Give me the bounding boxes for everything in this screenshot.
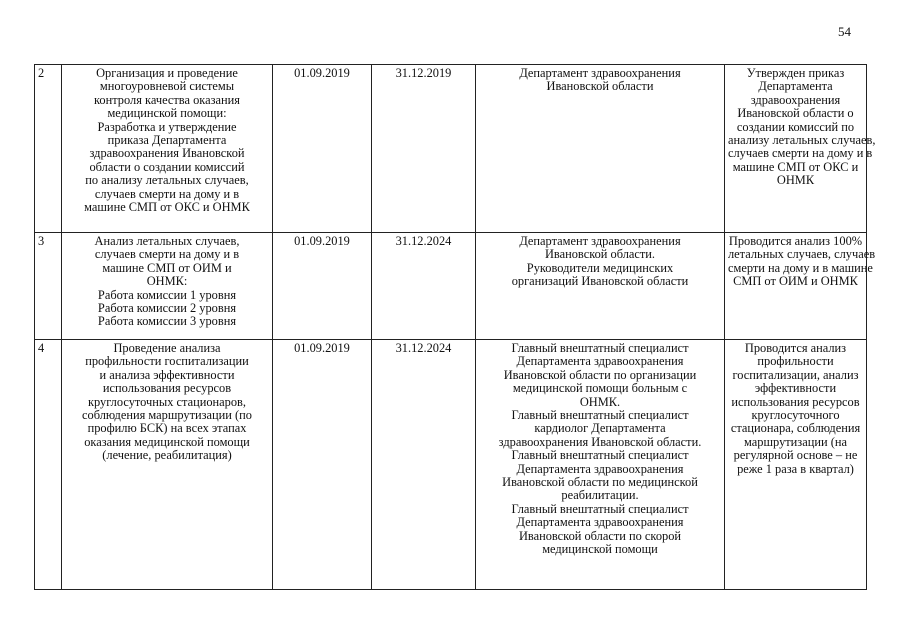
event-line: (лечение, реабилитация) [102,448,232,463]
executor-line: Ивановской области по скорой [518,528,682,543]
event-line: контроля качества оказания [94,92,240,107]
event-line: Работа комиссии 2 уровня [97,301,237,316]
executor-cell [476,233,725,340]
result-line: СМП от ОИМ и ОНМК [733,274,858,289]
end-date-cell: 31.12.2024 [372,340,476,590]
event-line: соблюдения маршрутизации (по [82,408,252,423]
event-line: Организация и проведение [96,66,238,80]
result-line: Проводится анализ [744,341,847,355]
activities-table [34,64,876,590]
page-number: 54 [838,24,851,39]
event-line: профильности госпитализации [85,354,249,369]
executor-line: Департамент здравоохранения [519,66,681,80]
executor-line: Департамента здравоохранения [516,354,684,369]
event-line: использования ресурсов [102,381,232,396]
result-cell [725,233,876,340]
event-line: по анализу летальных случаев, [85,173,249,188]
event-line: Работа комиссии 3 уровня [97,314,237,329]
executor-cell [476,340,725,590]
executor-line: реабилитации. [561,488,639,503]
event-line: случаев смерти на дому и в [94,186,240,201]
event-line: оказания медицинской помощи [84,434,250,449]
event-line: многоуровневой системы [99,79,235,94]
result-line: здравоохранения [750,92,841,107]
result-cell [725,65,876,233]
executor-line: Ивановской области [546,79,654,94]
event-line: круглосуточных стационаров, [87,394,247,409]
row-number-cell: 4 [35,340,62,590]
result-line: круглосуточного [751,408,840,423]
result-line: регулярной основе – не [733,448,858,463]
executor-line: Ивановской области по организации [503,367,697,382]
executor-line: Руководители медицинских [526,260,674,275]
event-line: здравоохранения Ивановской [89,146,245,161]
executor-line: Главный внештатный специалист [511,408,689,423]
end-date-cell: 31.12.2024 [372,233,476,340]
result-line: анализу летальных случаев, [728,133,876,148]
activities-table-body [35,65,876,590]
event-line: ОНМК: [146,274,188,289]
event-line: медицинской помощи: [107,106,227,121]
start-date-cell: 01.09.2019 [273,65,372,233]
result-line: Утвержден приказ [746,66,845,80]
table-row [35,340,867,590]
table-row [35,233,867,340]
executor-line: медицинской помощи [542,542,658,557]
executor-cell [476,65,725,233]
event-line: Проведение анализа [113,341,221,355]
event-line: и анализа эффективности [99,367,235,382]
event-line: машине СМП от ОКС и ОНМК [84,200,250,215]
executor-line: Департамента здравоохранения [516,461,684,476]
result-line: стационара, соблюдения [730,421,861,436]
event-cell [62,233,273,340]
event-line: Анализ летальных случаев, [94,234,240,248]
result-line: госпитализации, анализ [732,367,859,382]
executor-line: Департамента здравоохранения [516,515,684,530]
result-line: летальных случаев, случаев [728,247,876,262]
result-line: ОНМК [776,173,815,188]
event-line: Разработка и утверждение [97,119,237,134]
executor-line: ОНМК. [579,394,621,409]
executor-line: здравоохранения Ивановской области. [498,434,702,449]
result-line: профильности [757,354,834,369]
result-line: использования ресурсов [731,394,860,409]
result-cell [725,340,867,590]
event-line: профилю БСК) на всех этапах [87,421,247,436]
start-date-cell: 01.09.2019 [273,233,372,340]
executor-line: медицинской помощи больным с [512,381,688,396]
executor-line: Главный внештатный специалист [511,448,689,463]
row-number-cell: 2 [35,65,62,233]
event-line: случаев смерти на дому и в [94,247,240,262]
result-line: реже 1 раза в квартал) [737,461,854,476]
table-row [35,65,867,233]
result-line: Проводится анализ 100% [728,234,863,248]
result-line: маршрутизации (на [744,434,847,449]
event-line: Работа комиссии 1 уровня [97,287,237,302]
result-line: создании комиссий по [736,119,855,134]
result-line: эффективности [754,381,837,396]
result-line: случаев смерти на дому и в [728,146,873,161]
result-line: машине СМП от ОКС и [732,159,859,174]
result-line: смерти на дому и в машине [728,260,873,275]
executor-line: кардиолог Департамента [534,421,666,436]
executor-line: Ивановской области по медицинской [502,475,698,490]
event-cell [62,340,273,590]
event-line: области о создании комиссий [89,159,245,174]
executor-line: Главный внештатный специалист [511,341,689,355]
result-line: Департамента [758,79,833,94]
executor-line: организаций Ивановской области [511,274,689,289]
executor-line: Ивановской области. [544,247,656,262]
result-line: Ивановской области о [737,106,854,121]
event-line: машине СМП от ОИМ и [102,260,232,275]
event-line: приказа Департамента [107,133,227,148]
executor-line: Главный внештатный специалист [511,501,689,516]
executor-line: Департамент здравоохранения [519,234,681,248]
row-number-cell: 3 [35,233,62,340]
start-date-cell: 01.09.2019 [273,340,372,590]
event-cell [62,65,273,233]
end-date-cell: 31.12.2019 [372,65,476,233]
